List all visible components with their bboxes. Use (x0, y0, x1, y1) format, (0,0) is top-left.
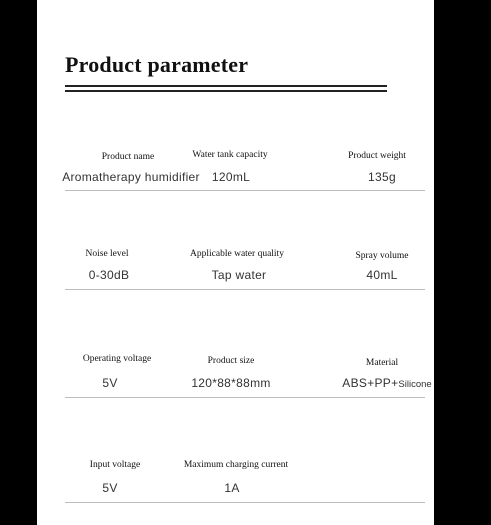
spec-label-maximum-charging-current: Maximum charging current (183, 460, 289, 470)
title-underline-second (65, 90, 387, 92)
spec-value-product-weight: 135g (368, 170, 396, 184)
row-divider (65, 502, 425, 503)
spec-value-applicable-water-quality: Tap water (211, 268, 267, 282)
spec-value-material-suffix: Silicone (398, 379, 432, 390)
spec-label-product-weight: Product weight (348, 151, 406, 161)
spec-label-material: Material (365, 358, 399, 368)
spec-panel (37, 0, 434, 525)
spec-label-product-size: Product size (207, 356, 255, 366)
spec-value-water-tank-capacity: 120mL (211, 170, 251, 184)
spec-value-noise-level: 0-30dB (88, 268, 130, 282)
spec-label-operating-voltage: Operating voltage (82, 354, 152, 364)
row-divider (65, 289, 425, 290)
spec-label-spray-volume: Spray volume (355, 251, 409, 261)
spec-label-applicable-water-quality: Applicable water quality (190, 249, 284, 259)
row-divider (65, 190, 425, 191)
page-title: Product parameter (65, 52, 249, 77)
spec-value-operating-voltage: 5V (102, 376, 118, 390)
title-underline (65, 85, 387, 87)
spec-value-maximum-charging-current: 1A (224, 481, 240, 495)
spec-value-product-name: Aromatherapy humidifier (62, 170, 200, 184)
row-divider (65, 397, 425, 398)
spec-value-material (342, 376, 431, 390)
spec-value-product-size: 120*88*88mm (191, 376, 271, 390)
spec-label-water-tank-capacity: Water tank capacity (192, 150, 268, 160)
spec-label-noise-level: Noise level (85, 249, 129, 259)
spec-value-input-voltage: 5V (102, 481, 118, 495)
spec-value-material-main: ABS+PP+ (342, 376, 399, 390)
spec-label-product-name: Product name (101, 152, 155, 162)
spec-value-spray-volume: 40mL (366, 268, 398, 282)
spec-label-input-voltage: Input voltage (89, 460, 141, 470)
